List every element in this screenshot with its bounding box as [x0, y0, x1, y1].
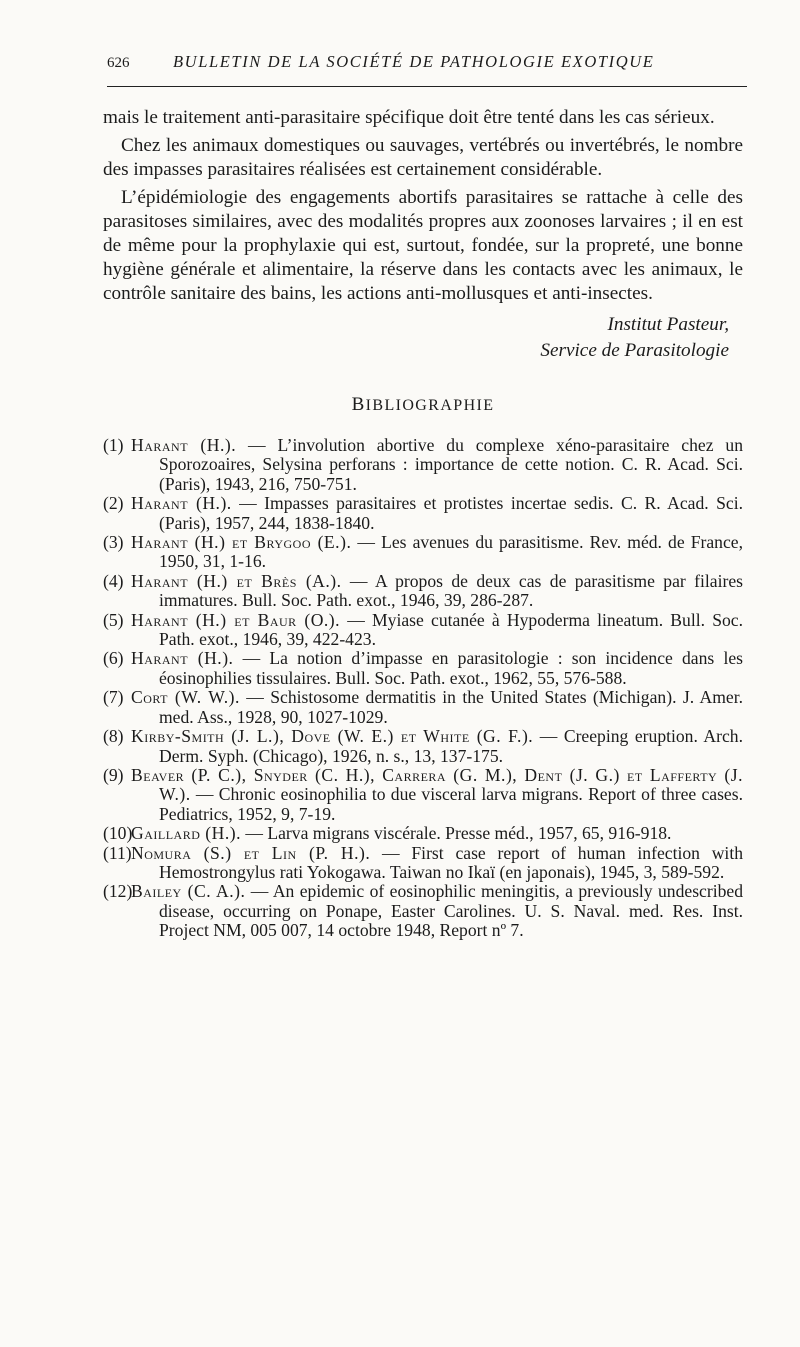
signature-institute: Institut Pasteur,	[607, 314, 729, 335]
reference-text: — Larva migrans viscérale. Presse méd., 1957, 65, 916-918.	[240, 823, 672, 844]
signature-service: Service de Parasitologie	[540, 340, 729, 361]
reference-authors: Kirby-Smith (J. L.), Dove (W. E.) et White (G. F.).	[131, 726, 534, 747]
paragraph-1: mais le traitement anti-parasitaire spécifique doit être tenté dans les cas sérieux.	[103, 107, 715, 128]
reference-number: (9)	[103, 764, 124, 785]
reference-text: — L’involution abortive du complexe xéno-parasitaire chez un Sporozoaires, Selysina perforans : importance de cette notion. C. R. Acad. Sci. (Paris), 1943, 216, 750-751.	[159, 435, 743, 494]
reference-number: (10)	[103, 823, 133, 844]
reference-item	[103, 533, 743, 572]
reference-item	[103, 611, 743, 650]
reference-authors: Nomura (S.) et Lin (P. H.).	[131, 842, 371, 863]
reference-text: — An epidemic of eosinophilic meningitis, a previously undescribed disease, occurring on Ponape, Easter Carolines. U. S. Naval. med. Res. Inst. Project NM, 005 007, 14 octobre 1948, Report nº 7.	[159, 881, 744, 941]
bibliography-heading-initial: B	[351, 394, 366, 415]
reference-authors: Bailey (C. A.).	[131, 881, 246, 902]
bibliography-heading-rest: IBLIOGRAPHIE	[365, 397, 495, 414]
reference-number: (8)	[103, 726, 124, 747]
reference-authors: Cort (W. W.).	[131, 687, 240, 708]
reference-number: (1)	[103, 435, 124, 455]
reference-number: (11)	[103, 842, 132, 863]
reference-number: (2)	[103, 493, 124, 514]
reference-authors: Harant (H.).	[131, 435, 237, 455]
reference-text: — Impasses parasitaires et protistes incertae sedis. C. R. Acad. Sci. (Paris), 1957, 244, 1838-1840.	[159, 493, 743, 533]
running-header	[107, 52, 747, 87]
reference-number: (7)	[103, 687, 124, 708]
reference-authors: Harant (H.) et Baur (O.).	[131, 609, 341, 630]
reference-item	[103, 436, 743, 494]
signature	[103, 312, 743, 364]
reference-item	[103, 844, 743, 883]
reference-item	[103, 494, 743, 533]
reference-authors: Harant (H.) et Brygoo (E.).	[131, 532, 352, 553]
reference-item	[103, 727, 743, 766]
reference-list	[103, 436, 743, 941]
reference-authors: Harant (H.) et Brès (A.).	[131, 570, 342, 591]
reference-item	[103, 824, 743, 843]
reference-text: — La notion d’impasse en parasitologie : son incidence dans les éosinophilies tissulaires. Bull. Soc. Path. exot., 1962, 55, 576-588.	[159, 648, 743, 688]
reference-item	[103, 882, 743, 940]
journal-title: BULLETIN DE LA SOCIÉTÉ DE PATHOLOGIE EXOTIQUE	[173, 52, 655, 71]
reference-number: (4)	[103, 570, 124, 591]
reference-text: — First case report of human infection with Hemostrongylus rati Yokogawa. Taiwan no Ikaï (en japonais), 1945, 3, 589-592.	[159, 842, 744, 882]
reference-number: (5)	[103, 609, 124, 630]
reference-item	[103, 649, 743, 688]
reference-authors: Harant (H.).	[131, 648, 234, 669]
page-number: 626	[107, 55, 130, 71]
reference-authors: Beaver (P. C.), Snyder (C. H.), Carrera (G. M.), Dent (J. G.) et Lafferty (J. W.).	[131, 764, 743, 805]
reference-authors: Harant (H.).	[131, 493, 232, 514]
reference-text: — Creeping eruption. Arch. Derm. Syph. (Chicago), 1926, n. s., 13, 137-175.	[159, 726, 743, 766]
reference-text: — Chronic eosinophilia to due visceral larva migrans. Report of three cases. Pediatrics, 1952, 9, 7-19.	[159, 784, 743, 824]
reference-number: (6)	[103, 648, 124, 669]
reference-authors: Gaillard (H.).	[131, 823, 241, 844]
reference-text: — Les avenues du parasitisme. Rev. méd. de France, 1950, 31, 1-16.	[159, 532, 743, 572]
reference-text: — Myiase cutanée à Hypoderma lineatum. Bull. Soc. Path. exot., 1946, 39, 422-423.	[159, 609, 743, 650]
reference-text: — Schistosome dermatitis in the United States (Michigan). J. Amer. med. Ass., 1928, 90, 1027-1029.	[159, 687, 743, 727]
reference-item	[103, 572, 743, 611]
paragraph-3: L’épidémiologie des engagements abortifs parasitaires se rattache à celle des parasitoses similaires, avec des modalités propres aux zoonoses larvaires ; il en est de même pour la prophylaxie qui est, surtout, fondée, sur la propreté, une bonne hygiène générale et alimentaire, la réserve dans les contacts avec les animaux, le contrôle sanitaire des bains, les actions anti-mollusques et anti-insectes.	[103, 187, 743, 304]
reference-text: — A propos de deux cas de parasitisme par filaires immatures. Bull. Soc. Path. exot., 1946, 39, 286-287.	[159, 570, 743, 611]
reference-number: (3)	[103, 532, 124, 553]
bibliography-heading	[103, 394, 743, 416]
reference-number: (12)	[103, 881, 133, 902]
reference-item	[103, 766, 743, 824]
reference-item	[103, 688, 743, 727]
article-body	[103, 106, 743, 941]
paragraph-2: Chez les animaux domestiques ou sauvages, vertébrés ou invertébrés, le nombre des impasses parasitaires réalisées est certainement considérable.	[103, 135, 743, 180]
